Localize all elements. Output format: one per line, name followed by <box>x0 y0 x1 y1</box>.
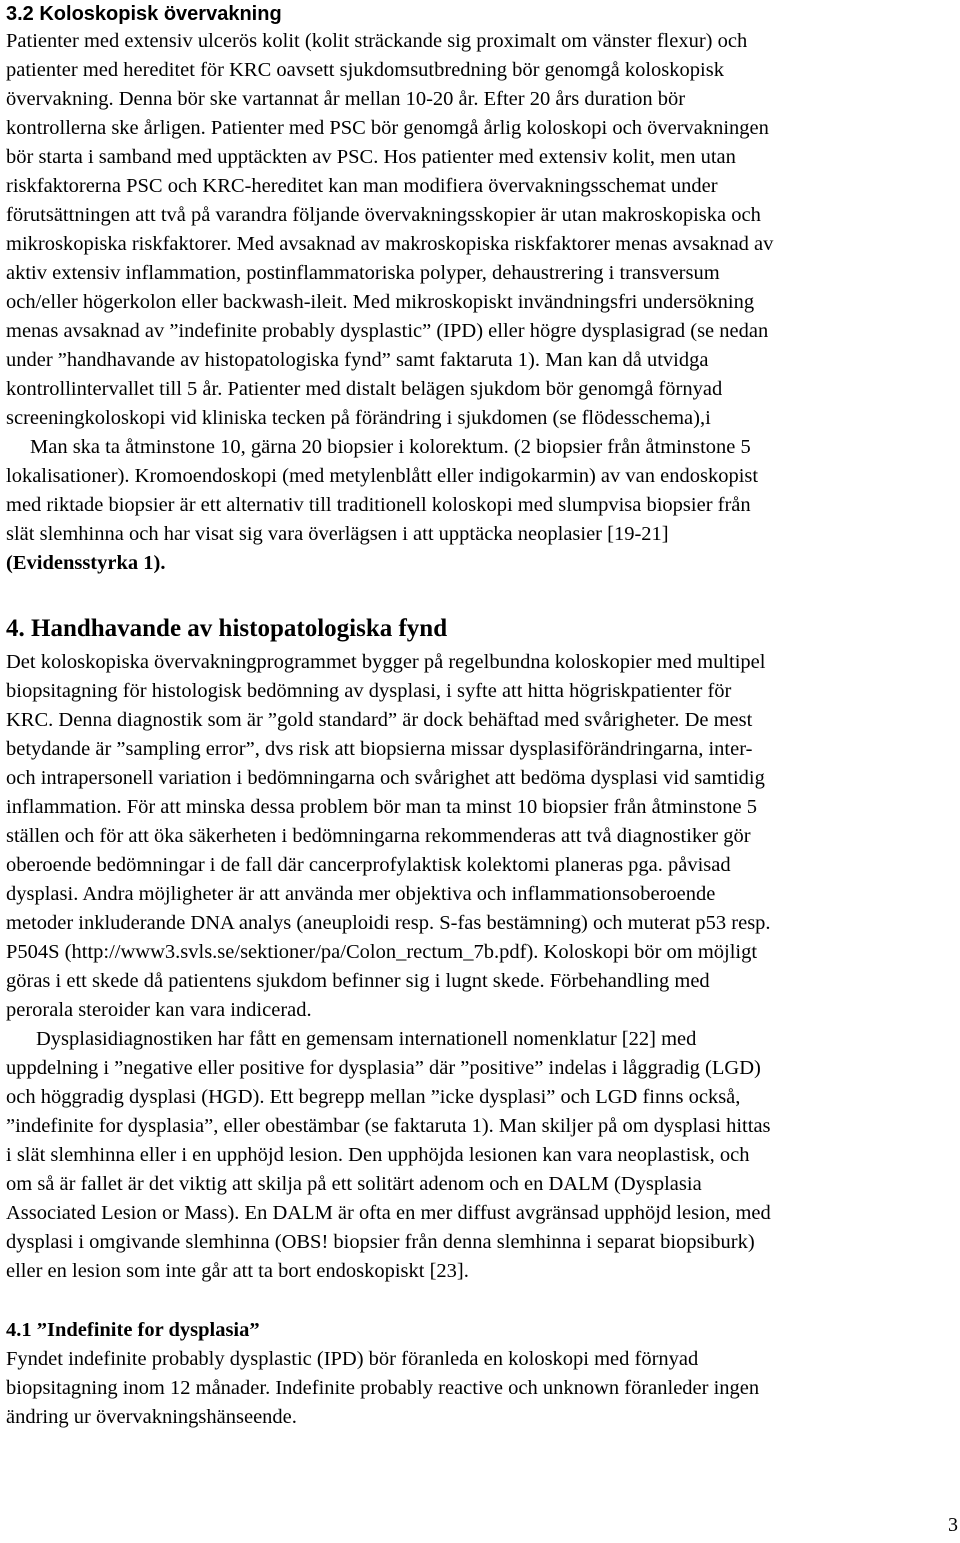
paragraph-line: och/eller högerkolon eller backwash-ileit. Med mikroskopiskt invändningsfri undersökning <box>6 291 755 313</box>
paragraph-line: Man ska ta åtminstone 10, gärna 20 biopsier i kolorektum. (2 biopsier från åtminstone 5 <box>30 436 751 458</box>
paragraph-line: Dysplasidiagnostiken har fått en gemensam internationell nomenklatur [22] med <box>36 1028 697 1050</box>
paragraph-line: Associated Lesion or Mass). En DALM är ofta en mer diffust avgränsad upphöjd lesion, med <box>6 1202 771 1224</box>
paragraph-line: P504S (http://www3.svls.se/sektioner/pa/Colon_rectum_7b.pdf). Koloskopi bör om möjligt <box>6 941 758 963</box>
paragraph-line: uppdelning i ”negative eller positive for dysplasia” där ”positive” indelas i låggradig (LGD) <box>6 1057 761 1079</box>
paragraph-line: under ”handhavande av histopatologiska fynd” samt faktaruta 1). Man kan då utvidga <box>6 349 709 371</box>
paragraph-line: perorala steroider kan vara indicerad. <box>6 999 312 1021</box>
paragraph-line: Patienter med extensiv ulcerös kolit (kolit sträckande sig proximalt om vänster flexur) och <box>6 30 748 52</box>
paragraph-line: i slät slemhinna eller i en upphöjd lesion. Den upphöjda lesionen kan vara neoplastisk, och <box>6 1144 750 1166</box>
paragraph-line: bör starta i samband med upptäckten av PSC. Hos patienter med extensiv kolit, men utan <box>6 146 736 168</box>
paragraph-line: inflammation. För att minska dessa problem bör man ta minst 10 biopsier från åtminstone 5 <box>6 796 757 818</box>
paragraph-line: oberoende bedömningar i de fall där cancerprofylaktisk kolektomi planeras pga. påvisad <box>6 854 731 876</box>
paragraph-line: med riktade biopsier är ett alternativ till traditionell koloskopi med slumpvisa biopsier från <box>6 494 751 516</box>
paragraph-line: dysplasi i omgivande slemhinna (OBS! biopsier från denna slemhinna i separat biopsiburk) <box>6 1231 755 1253</box>
paragraph-line: betydande är ”sampling error”, dvs risk att biopsierna missar dysplasiförändringarna, inter- <box>6 738 753 760</box>
paragraph-line: menas avsaknad av ”indefinite probably dysplastic” (IPD) eller högre dysplasigrad (se nedan <box>6 320 769 342</box>
paragraph-line: Det koloskopiska övervakningprogrammet bygger på regelbundna koloskopier med multipel <box>6 651 766 673</box>
paragraph-line: och intrapersonell variation i bedömningarna och svårighet att bedöma dysplasi vid samtidig <box>6 767 765 789</box>
paragraph-line: KRC. Denna diagnostik som är ”gold standard” är dock behäftad med svårigheter. De mest <box>6 709 753 731</box>
section-heading-4-1: 4.1 ”Indefinite for dysplasia” <box>6 1319 260 1341</box>
paragraph-line: biopsitagning inom 12 månader. Indefinite probably reactive och unknown föranleder ingen <box>6 1377 760 1399</box>
paragraph-line: kontrollintervallet till 5 år. Patienter med distalt belägen sjukdom bör genomgå förnyad <box>6 378 723 400</box>
evidence-strength-line: (Evidensstyrka 1). <box>6 552 166 574</box>
paragraph-line: riskfaktorerna PSC och KRC-hereditet kan man modifiera övervakningsschemat under <box>6 175 718 197</box>
section-heading-4: 4. Handhavande av histopatologiska fynd <box>6 615 448 642</box>
page-number: 3 <box>948 1514 958 1536</box>
paragraph-line: om så är fallet är det viktig att skilja på ett solitärt adenom och en DALM (Dysplasia <box>6 1173 702 1195</box>
paragraph-line: lokalisationer). Kromoendoskopi (med metylenblått eller indigokarmin) av van endoskopist <box>6 465 759 487</box>
paragraph-line: göras i ett skede då patientens sjukdom befinner sig i lugnt skede. Förbehandling med <box>6 970 710 992</box>
paragraph-line: mikroskopiska riskfaktorer. Med avsaknad av makroskopiska riskfaktorer menas avsaknad av <box>6 233 774 255</box>
paragraph-line: övervakning. Denna bör ske vartannat år mellan 10-20 år. Efter 20 års duration bör <box>6 88 686 110</box>
paragraph-line: kontrollerna ske årligen. Patienter med PSC bör genomgå årlig koloskopi och övervakningen <box>6 117 769 139</box>
paragraph-line: screeningkoloskopi vid kliniska tecken på förändring i sjukdomen (se flödesschema),i <box>6 407 711 429</box>
paragraph-line: aktiv extensiv inflammation, postinflammatoriska polyper, dehaustrering i transversum <box>6 262 720 284</box>
paragraph-line: metoder inkluderande DNA analys (aneuploidi resp. S-fas bestämning) och muterat p53 resp. <box>6 912 771 934</box>
paragraph-line: ”indefinite for dysplasia”, eller obestämbar (se faktaruta 1). Man skiljer på om dysplasi hittas <box>6 1115 771 1137</box>
paragraph-line: ändring ur övervakningshänseende. <box>6 1406 297 1428</box>
paragraph-line: och höggradig dysplasi (HGD). Ett begrepp mellan ”icke dysplasi” och LGD finns också, <box>6 1086 741 1108</box>
paragraph-line: förutsättningen att två på varandra följande övervakningsskopier är utan makroskopiska och <box>6 204 761 226</box>
paragraph-line: biopsitagning för histologisk bedömning av dysplasi, i syfte att hitta högriskpatienter för <box>6 680 732 702</box>
paragraph-line: eller en lesion som inte går att ta bort endoskopiskt [23]. <box>6 1260 469 1282</box>
paragraph-line: slät slemhinna och har visat sig vara överlägsen i att upptäcka neoplasier [19-21] <box>6 523 669 545</box>
paragraph-line: dysplasi. Andra möjligheter är att använda mer objektiva och inflammationsoberoende <box>6 883 716 905</box>
section-heading-3-2: 3.2 Koloskopisk övervakning <box>6 3 282 25</box>
paragraph-line: patienter med hereditet för KRC oavsett sjukdomsutbredning bör genomgå koloskopisk <box>6 59 724 81</box>
paragraph-line: Fyndet indefinite probably dysplastic (IPD) bör föranleda en koloskopi med förnyad <box>6 1348 699 1370</box>
paragraph-line: ställen och för att öka säkerheten i bedömningarna rekommenderas att två diagnostiker gör <box>6 825 751 847</box>
